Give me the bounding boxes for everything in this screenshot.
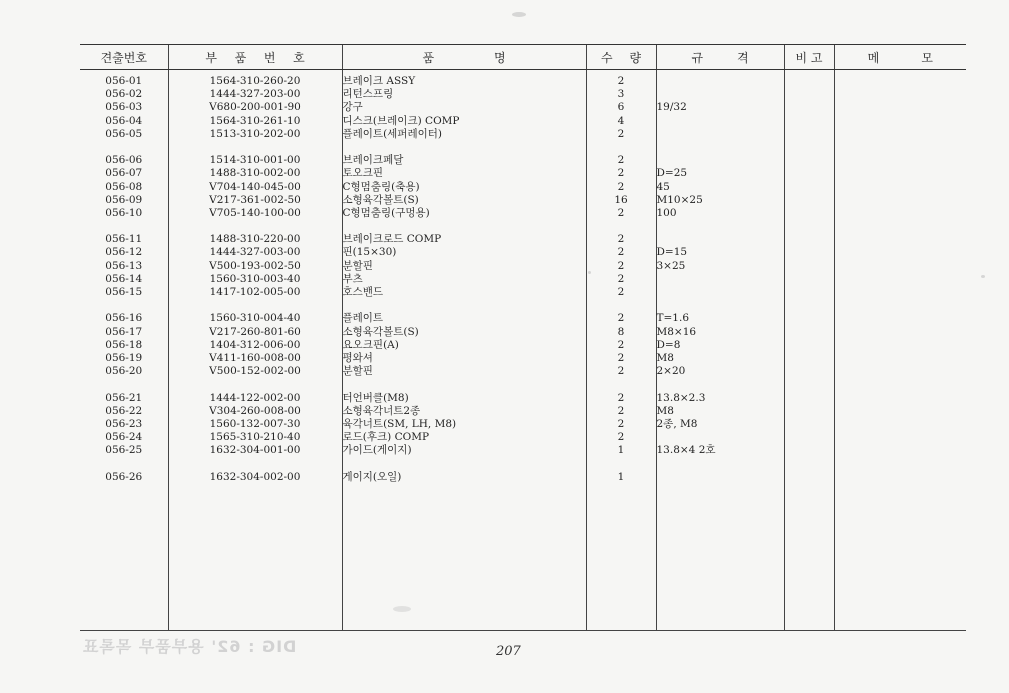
part-name: 가이드(게이지): [342, 444, 412, 457]
part-id: 056-25: [105, 444, 143, 457]
quantity: 3: [617, 88, 625, 101]
group-gap: [169, 378, 342, 391]
header-qty-char: 량: [629, 50, 642, 65]
part-name: 분할핀: [342, 365, 373, 378]
quantity: 2: [617, 167, 625, 180]
part-name: 리턴스프링: [342, 88, 394, 101]
part-number: 1514-310-001-00: [209, 154, 301, 167]
part-id: 056-20: [105, 365, 143, 378]
quantity: 2: [617, 431, 625, 444]
part-number: 1560-132-007-30: [209, 417, 301, 430]
part-id: 056-24: [105, 431, 143, 444]
part-id: 056-19: [105, 351, 143, 364]
part-name: C형멈춤링(구멍용): [342, 206, 430, 219]
specification: M8: [656, 404, 674, 417]
part-name: 플레이트(세퍼레이터): [342, 127, 442, 140]
specification: 19/32: [656, 101, 687, 114]
specification: [657, 431, 784, 444]
specification: D=25: [656, 167, 688, 180]
part-name: 게이지(오일): [342, 470, 402, 483]
part-name: 평와셔: [342, 351, 373, 364]
header-memo: [834, 45, 966, 70]
group-gap: [343, 378, 586, 391]
group-gap: [587, 457, 656, 470]
specification: 100: [656, 206, 677, 219]
specification: D=15: [656, 246, 688, 259]
quantity: 16: [614, 193, 628, 206]
part-id: 056-05: [105, 127, 143, 140]
specification: [657, 128, 784, 141]
part-number: 1560-310-004-40: [209, 312, 301, 325]
specification: 3×25: [656, 259, 686, 272]
quantity: 2: [617, 312, 625, 325]
quantity: 2: [617, 286, 625, 298]
group-gap: [169, 457, 342, 470]
part-number: 1444-327-203-00: [209, 88, 301, 101]
group-gap: [657, 220, 784, 233]
group-gap: [587, 220, 656, 233]
header-memo-char: 모: [921, 50, 933, 65]
part-name: 핀(15×30): [342, 246, 397, 259]
header-spec-char: 규: [691, 50, 704, 65]
part-id: 056-14: [105, 272, 143, 285]
part-number: 1488-310-220-00: [209, 233, 301, 246]
specification: 13.8×4 2호: [656, 444, 716, 457]
quantity: 2: [617, 75, 625, 87]
quantity: 2: [617, 365, 625, 378]
part-number: 1417-102-005-00: [209, 286, 301, 298]
part-id: 056-12: [105, 246, 143, 259]
col-note: [784, 70, 834, 631]
group-gap: [80, 220, 168, 233]
group-gap: [80, 141, 168, 154]
part-number: 1444-327-003-00: [209, 246, 301, 259]
scan-speck: [512, 12, 526, 17]
quantity: 2: [617, 127, 625, 140]
quantity: 2: [617, 417, 625, 430]
part-name: 터언버클(M8): [342, 391, 409, 404]
header-part-number: [168, 45, 342, 70]
group-gap: [80, 299, 168, 312]
header-name: [342, 45, 586, 70]
part-number: 1404-312-006-00: [209, 338, 301, 351]
parts-table: [80, 44, 966, 631]
specification: 2종, M8: [656, 417, 698, 430]
part-id: 056-22: [105, 404, 143, 417]
specification: T=1.6: [656, 312, 689, 325]
part-id: 056-02: [105, 88, 143, 101]
part-number: V500-152-002-00: [209, 365, 301, 378]
part-id: 056-09: [105, 193, 143, 206]
part-name: 로드(후크) COMP: [342, 431, 430, 444]
group-gap: [169, 299, 342, 312]
specification: M8: [656, 351, 674, 364]
header-part-char: 품: [234, 50, 247, 65]
quantity: 2: [617, 259, 625, 272]
col-no: [80, 70, 168, 631]
part-number: V500-193-002-50: [209, 259, 301, 272]
part-name: 소형육각볼트(S): [342, 325, 419, 338]
part-name: 브레이크 ASSY: [342, 75, 416, 87]
group-gap: [587, 141, 656, 154]
group-gap: [80, 457, 168, 470]
part-name: 호스밴드: [342, 286, 384, 298]
quantity: 2: [617, 338, 625, 351]
part-number: V304-260-008-00: [209, 404, 301, 417]
part-id: 056-04: [105, 114, 143, 127]
quantity: 8: [617, 325, 625, 338]
part-number: 1513-310-202-00: [209, 127, 301, 140]
part-number: 1444-122-002-00: [209, 391, 301, 404]
group-gap: [657, 141, 784, 154]
part-id: 056-01: [105, 75, 143, 87]
header-part-char: 번: [263, 50, 276, 65]
quantity: 6: [617, 101, 625, 114]
bleed-through-text: DIG : 62' 용부품부 목록표: [82, 637, 297, 656]
quantity: 2: [617, 391, 625, 404]
group-gap: [169, 220, 342, 233]
header-memo-char: 메: [867, 50, 880, 65]
specification: [657, 286, 784, 299]
part-number: 1564-310-261-10: [209, 114, 301, 127]
part-name: 요오크핀(A): [342, 338, 399, 351]
part-id: 056-13: [105, 259, 143, 272]
part-number: V705-140-100-00: [209, 206, 301, 219]
part-id: 056-10: [105, 206, 143, 219]
part-id: 056-15: [105, 286, 143, 298]
col-memo: [834, 70, 966, 631]
specification: [657, 471, 784, 484]
group-gap: [587, 299, 656, 312]
group-gap: [343, 220, 586, 233]
group-gap: [343, 457, 586, 470]
header-name-char: 품: [422, 50, 435, 65]
quantity: 2: [617, 233, 625, 246]
specification: [657, 233, 784, 246]
part-name: 브레이크로드 COMP: [342, 233, 442, 246]
part-number: 1565-310-210-40: [209, 431, 301, 444]
quantity: 1: [617, 470, 625, 483]
specification: M10×25: [656, 193, 703, 206]
quantity: 2: [617, 154, 625, 167]
quantity: 2: [617, 180, 625, 193]
part-id: 056-26: [105, 470, 143, 483]
part-name: 토오크핀: [342, 167, 384, 180]
quantity: 2: [617, 351, 625, 364]
specification: 45: [656, 180, 670, 193]
part-number: V680-200-001-90: [209, 101, 301, 114]
header-name-char: 명: [493, 50, 506, 65]
part-number: V411-160-008-00: [209, 351, 301, 364]
quantity: 2: [617, 246, 625, 259]
group-gap: [343, 141, 586, 154]
part-id: 056-06: [105, 154, 143, 167]
part-name: 디스크(브레이크) COMP: [342, 114, 460, 127]
header-part-char: 부: [205, 50, 217, 65]
quantity: 4: [617, 114, 625, 127]
part-number: V217-361-002-50: [209, 193, 301, 206]
part-id: 056-11: [105, 233, 143, 246]
header-spec-char: 격: [736, 50, 749, 65]
specification: 2×20: [656, 365, 686, 378]
specification: [657, 88, 784, 101]
part-name: 육각너트(SM, LH, M8): [342, 417, 457, 430]
header-no: 견출번호: [80, 45, 168, 70]
specification: [657, 115, 784, 128]
quantity: 2: [617, 206, 625, 219]
header-qty: [586, 45, 656, 70]
group-gap: [657, 457, 784, 470]
part-name: C형멈춤링(축용): [342, 180, 420, 193]
header-qty-char: 수: [600, 50, 613, 65]
part-number: V217-260-801-60: [209, 325, 301, 338]
specification: [657, 75, 784, 88]
part-id: 056-08: [105, 180, 143, 193]
part-id: 056-23: [105, 417, 143, 430]
col-qty: [586, 70, 656, 631]
part-name: 플레이트: [342, 312, 384, 325]
header-part-char: 호: [293, 50, 305, 65]
group-gap: [80, 378, 168, 391]
group-gap: [587, 378, 656, 391]
quantity: 2: [617, 404, 625, 417]
group-gap: [169, 141, 342, 154]
group-gap: [343, 299, 586, 312]
header-spec: [656, 45, 784, 70]
group-gap: [657, 299, 784, 312]
part-id: 056-21: [105, 391, 143, 404]
part-id: 056-16: [105, 312, 143, 325]
quantity: 2: [617, 272, 625, 285]
part-id: 056-03: [105, 101, 143, 114]
specification: D=8: [656, 338, 681, 351]
part-name: 부츠: [342, 272, 363, 285]
part-number: V704-140-045-00: [209, 180, 301, 193]
part-id: 056-17: [105, 325, 143, 338]
col-name: [342, 70, 586, 631]
part-number: 1632-304-002-00: [209, 470, 301, 483]
specification: [657, 154, 784, 167]
part-number: 1632-304-001-00: [209, 444, 301, 457]
col-part-number: [168, 70, 342, 631]
part-number: 1560-310-003-40: [209, 272, 301, 285]
part-number: 1488-310-002-00: [209, 167, 301, 180]
quantity: 1: [617, 444, 625, 457]
part-name: 소형육각너트2종: [342, 404, 421, 417]
part-number: 1564-310-260-20: [209, 75, 301, 87]
header-row: [80, 45, 966, 70]
specification: M8×16: [656, 325, 697, 338]
col-spec: [656, 70, 784, 631]
page-number: 207: [496, 644, 521, 659]
part-id: 056-18: [105, 338, 143, 351]
scan-speck: [981, 275, 985, 278]
part-name: 강구: [342, 101, 363, 114]
group-gap: [657, 378, 784, 391]
part-id: 056-07: [105, 167, 143, 180]
part-name: 분할핀: [342, 259, 373, 272]
part-name: 소형육각볼트(S): [342, 193, 419, 206]
specification: 13.8×2.3: [656, 391, 706, 404]
specification: [657, 273, 784, 286]
body-row: [80, 70, 966, 631]
part-name: 브레이크페달: [342, 154, 404, 167]
header-note: 비 고: [784, 45, 834, 70]
